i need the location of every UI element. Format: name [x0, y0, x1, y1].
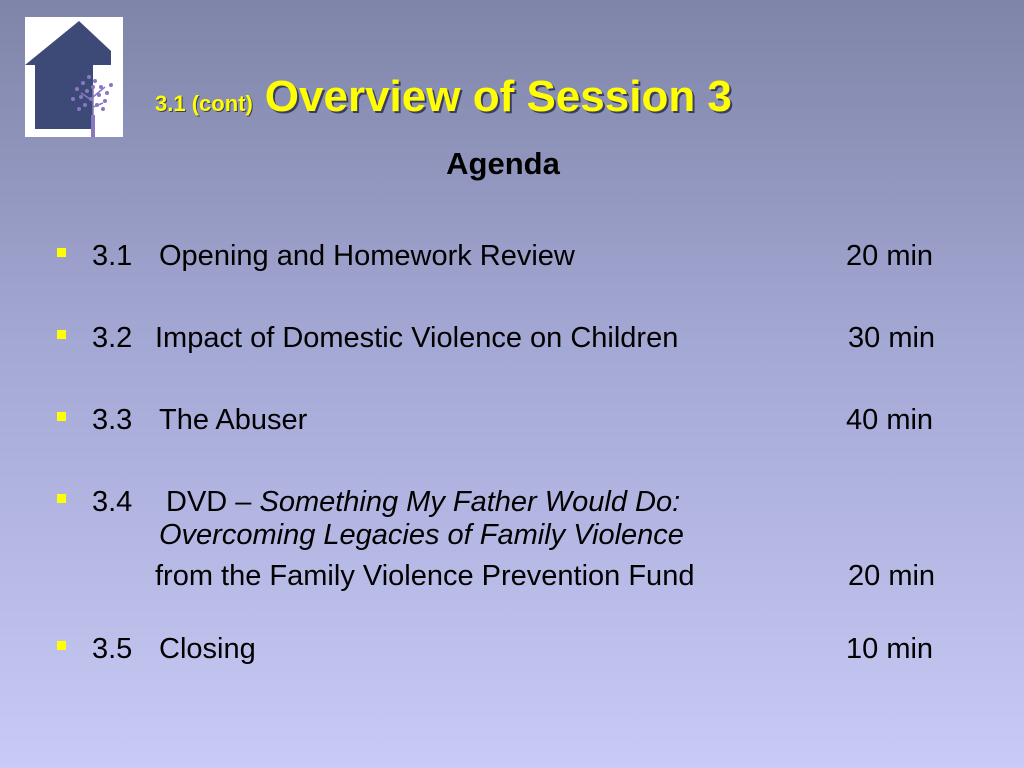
agenda-item [0, 633, 1024, 673]
agenda-number: 3.4 [92, 486, 133, 518]
agenda-text: Closing [159, 633, 256, 665]
slide-title [155, 72, 732, 122]
agenda-text: Opening and Homework Review [159, 240, 575, 272]
agenda-item [0, 240, 1024, 280]
house-tree-logo-icon [25, 17, 123, 137]
agenda-duration: 10 min [846, 633, 934, 665]
agenda-number: 3.5 [92, 633, 133, 665]
agenda-number: 3.2 [92, 322, 133, 354]
bullet-icon [57, 248, 66, 257]
agenda-text: The Abuser [159, 404, 308, 436]
agenda-text [166, 486, 680, 519]
agenda-text: Impact of Domestic Violence on Children [155, 322, 679, 354]
bullet-icon [57, 494, 66, 503]
agenda-item [0, 322, 1024, 362]
title-main: Overview of Session 3 [264, 72, 732, 121]
agenda-item [0, 404, 1024, 444]
agenda-duration: 20 min [846, 240, 934, 272]
dvd-source: from the Family Violence Prevention Fund [155, 560, 695, 592]
dvd-title: Something My Father Would Do: [259, 486, 681, 518]
agenda-duration: 20 min [848, 560, 936, 592]
bullet-icon [57, 641, 66, 650]
logo [25, 17, 123, 137]
agenda-number: 3.1 [92, 240, 133, 272]
agenda-heading: Agenda [446, 146, 560, 181]
agenda-duration: 30 min [848, 322, 936, 354]
dvd-subtitle: Overcoming Legacies of Family Violence [159, 519, 684, 551]
bullet-icon [57, 330, 66, 339]
bullet-icon [57, 412, 66, 421]
title-prefix: 3.1 (cont) [155, 91, 253, 116]
agenda-duration: 40 min [846, 404, 934, 436]
agenda-number: 3.3 [92, 404, 133, 436]
agenda-text-prefix: DVD – [166, 486, 260, 518]
